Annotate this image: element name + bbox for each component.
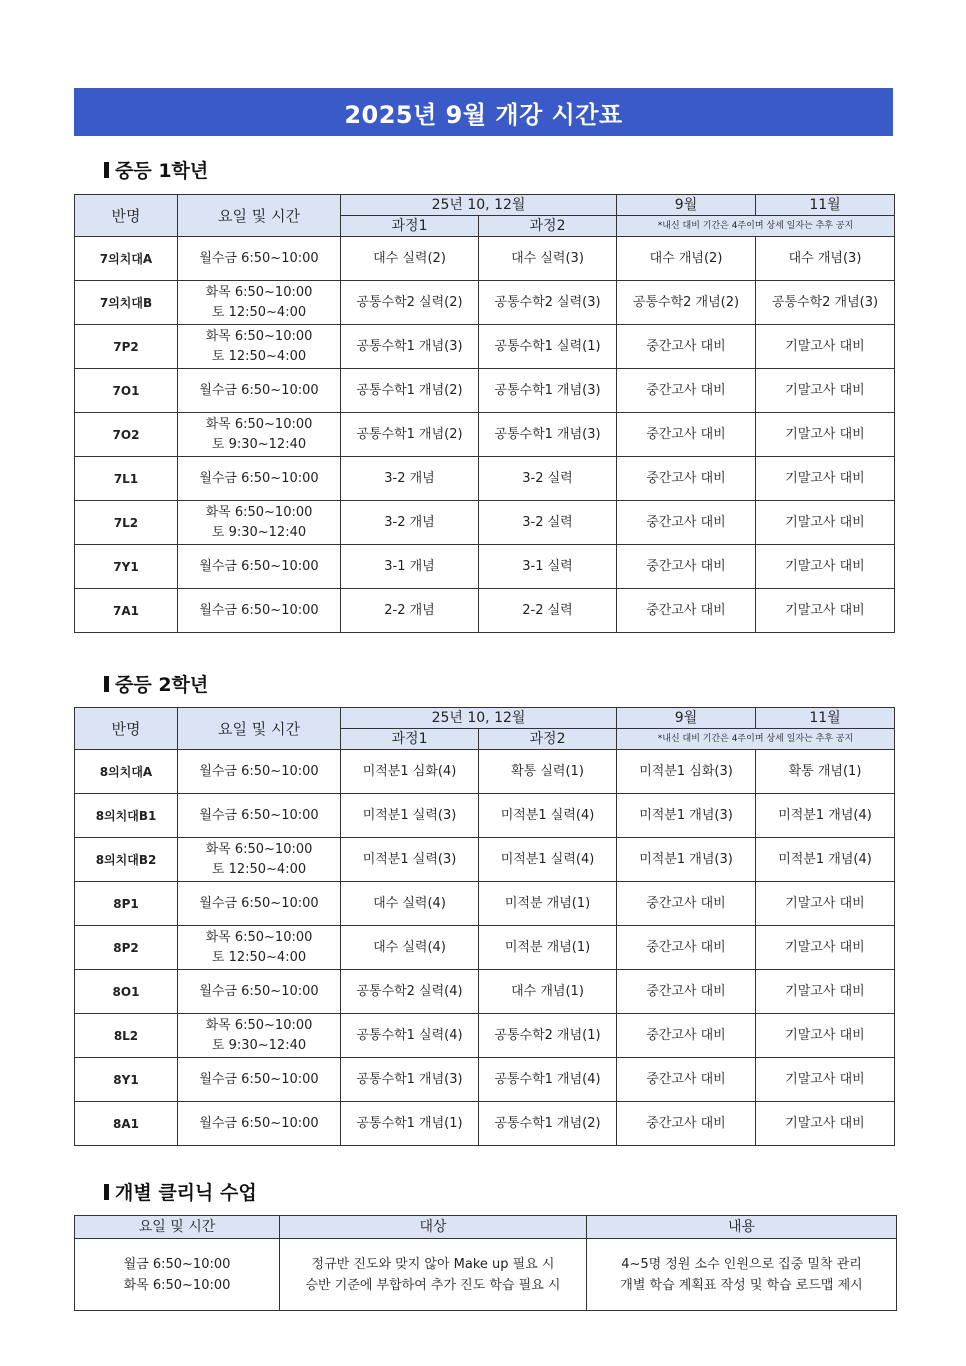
course2-cell: 대수 실력(3) [479, 237, 617, 281]
time-cell [178, 281, 341, 325]
page-title: 2025년 9월 개강 시간표 [74, 88, 893, 136]
class-name-cell: 7O2 [75, 413, 178, 457]
header-note: *내신 대비 기간은 4주이며 상세 일자는 추후 공지 [617, 216, 895, 237]
course2-cell: 미적분 개념(1) [479, 926, 617, 970]
sep-cell: 중간고사 대비 [617, 1102, 756, 1146]
section-heading-label: 중등 1학년 [115, 160, 209, 182]
time-line: 화목 6:50~10:00 [205, 929, 313, 945]
clinic-content-line: 4~5명 정원 소수 인원으로 집중 밀착 관리 [621, 1256, 862, 1272]
time-line: 월수금 6:50~10:00 [199, 1071, 319, 1087]
table-row [75, 750, 895, 794]
course2-cell: 3-2 실력 [479, 457, 617, 501]
time-cell [178, 369, 341, 413]
clinic-time-line: 월금 6:50~10:00 [123, 1256, 231, 1272]
time-line: 토 9:30~12:40 [211, 1037, 307, 1053]
header-course1: 과정1 [341, 216, 479, 237]
nov-cell: 기말고사 대비 [756, 413, 895, 457]
clinic-content-line: 개별 학습 계획표 작성 및 학습 로드맵 제시 [620, 1277, 863, 1293]
table-row [75, 369, 895, 413]
time-cell [178, 457, 341, 501]
sep-cell: 중간고사 대비 [617, 1014, 756, 1058]
table-row [75, 413, 895, 457]
time-cell [178, 794, 341, 838]
sep-cell: 중간고사 대비 [617, 457, 756, 501]
time-cell [178, 970, 341, 1014]
sep-cell: 공통수학2 개념(2) [617, 281, 756, 325]
course1-cell: 공통수학2 실력(2) [341, 281, 479, 325]
nov-cell: 기말고사 대비 [756, 501, 895, 545]
clinic-target-line: 정규반 진도와 맞지 않아 Make up 필요 시 [311, 1256, 555, 1272]
course1-cell: 미적분1 실력(3) [341, 794, 479, 838]
header-class: 반명 [75, 195, 178, 237]
sep-cell: 미적분1 개념(3) [617, 838, 756, 882]
nov-cell: 기말고사 대비 [756, 1058, 895, 1102]
time-line: 토 12:50~4:00 [211, 861, 307, 877]
time-cell [178, 237, 341, 281]
time-cell [178, 838, 341, 882]
time-line: 월수금 6:50~10:00 [199, 763, 319, 779]
header-nov: 11월 [756, 195, 895, 216]
time-line: 토 9:30~12:40 [211, 524, 307, 540]
time-line: 월수금 6:50~10:00 [199, 558, 319, 574]
header-note: *내신 대비 기간은 4주이며 상세 일자는 추후 공지 [617, 729, 895, 750]
time-cell [178, 1058, 341, 1102]
time-line: 화목 6:50~10:00 [205, 1017, 313, 1033]
sep-cell: 미적분1 개념(3) [617, 794, 756, 838]
course1-cell: 2-2 개념 [341, 589, 479, 633]
section-heading-grade1 [104, 156, 208, 183]
time-cell [178, 750, 341, 794]
header-course2: 과정2 [479, 729, 617, 750]
table-row [75, 926, 895, 970]
header-oct-dec: 25년 10, 12월 [341, 195, 617, 216]
class-name-cell: 8Y1 [75, 1058, 178, 1102]
header-oct-dec: 25년 10, 12월 [341, 708, 617, 729]
sep-cell: 미적분1 심화(3) [617, 750, 756, 794]
sep-cell: 대수 개념(2) [617, 237, 756, 281]
section-heading-clinic [104, 1178, 257, 1205]
table-row [75, 501, 895, 545]
class-name-cell: 8의치대A [75, 750, 178, 794]
course2-cell: 공통수학1 개념(3) [479, 369, 617, 413]
class-name-cell: 7의치대B [75, 281, 178, 325]
section-marker-icon [104, 676, 109, 692]
time-line: 월수금 6:50~10:00 [199, 250, 319, 266]
course1-cell: 공통수학1 개념(2) [341, 369, 479, 413]
header-nov: 11월 [756, 708, 895, 729]
course2-cell: 공통수학2 실력(3) [479, 281, 617, 325]
section-marker-icon [104, 162, 109, 178]
class-name-cell: 8P1 [75, 882, 178, 926]
clinic-header-target: 대상 [280, 1216, 587, 1239]
nov-cell: 기말고사 대비 [756, 1014, 895, 1058]
class-name-cell: 8P2 [75, 926, 178, 970]
table-row [75, 281, 895, 325]
time-cell [178, 413, 341, 457]
clinic-target-cell [280, 1239, 587, 1311]
nov-cell: 대수 개념(3) [756, 237, 895, 281]
course2-cell: 2-2 실력 [479, 589, 617, 633]
time-line: 화목 6:50~10:00 [205, 416, 313, 432]
table-row [75, 589, 895, 633]
course2-cell: 3-1 실력 [479, 545, 617, 589]
time-line: 토 9:30~12:40 [211, 436, 307, 452]
course1-cell: 대수 실력(4) [341, 882, 479, 926]
sep-cell: 중간고사 대비 [617, 413, 756, 457]
nov-cell: 미적분1 개념(4) [756, 838, 895, 882]
table-row [75, 970, 895, 1014]
time-line: 토 12:50~4:00 [211, 304, 307, 320]
time-cell [178, 589, 341, 633]
table-row [75, 237, 895, 281]
clinic-table [74, 1215, 897, 1311]
course2-cell: 공통수학2 개념(1) [479, 1014, 617, 1058]
table-row [75, 882, 895, 926]
time-line: 월수금 6:50~10:00 [199, 983, 319, 999]
header-sep: 9월 [617, 195, 756, 216]
table-row [75, 794, 895, 838]
clinic-content-cell [587, 1239, 897, 1311]
course2-cell: 미적분 개념(1) [479, 882, 617, 926]
course1-cell: 공통수학1 개념(2) [341, 413, 479, 457]
nov-cell: 기말고사 대비 [756, 369, 895, 413]
course1-cell: 공통수학1 실력(4) [341, 1014, 479, 1058]
course2-cell: 미적분1 실력(4) [479, 838, 617, 882]
class-name-cell: 7O1 [75, 369, 178, 413]
class-name-cell: 8의치대B2 [75, 838, 178, 882]
course1-cell: 3-1 개념 [341, 545, 479, 589]
sep-cell: 중간고사 대비 [617, 501, 756, 545]
course1-cell: 3-2 개념 [341, 501, 479, 545]
grade2-schedule-table [74, 707, 895, 1146]
time-cell [178, 1102, 341, 1146]
clinic-time-cell [75, 1239, 280, 1311]
table-row [75, 325, 895, 369]
course2-cell: 공통수학1 개념(3) [479, 413, 617, 457]
clinic-time-line: 화목 6:50~10:00 [123, 1277, 231, 1293]
sep-cell: 중간고사 대비 [617, 882, 756, 926]
time-line: 화목 6:50~10:00 [205, 284, 313, 300]
class-name-cell: 7L2 [75, 501, 178, 545]
section-heading-label: 개별 클리닉 수업 [115, 1182, 257, 1204]
time-cell [178, 545, 341, 589]
sep-cell: 중간고사 대비 [617, 589, 756, 633]
header-course2: 과정2 [479, 216, 617, 237]
nov-cell: 기말고사 대비 [756, 926, 895, 970]
header-class: 반명 [75, 708, 178, 750]
time-line: 토 12:50~4:00 [211, 949, 307, 965]
nov-cell: 기말고사 대비 [756, 457, 895, 501]
header-time: 요일 및 시간 [178, 195, 341, 237]
table-row [75, 545, 895, 589]
time-line: 월수금 6:50~10:00 [199, 602, 319, 618]
class-name-cell: 7Y1 [75, 545, 178, 589]
sep-cell: 중간고사 대비 [617, 325, 756, 369]
sep-cell: 중간고사 대비 [617, 926, 756, 970]
section-marker-icon [104, 1184, 109, 1200]
sep-cell: 중간고사 대비 [617, 369, 756, 413]
table-row [75, 1014, 895, 1058]
nov-cell: 기말고사 대비 [756, 589, 895, 633]
clinic-target-line: 승반 기준에 부합하여 추가 진도 학습 필요 시 [305, 1277, 561, 1293]
header-time: 요일 및 시간 [178, 708, 341, 750]
time-cell [178, 926, 341, 970]
section-heading-grade2 [104, 670, 208, 697]
time-line: 화목 6:50~10:00 [205, 504, 313, 520]
time-cell [178, 325, 341, 369]
time-line: 토 12:50~4:00 [211, 348, 307, 364]
class-name-cell: 8의치대B1 [75, 794, 178, 838]
nov-cell: 미적분1 개념(4) [756, 794, 895, 838]
clinic-header-content: 내용 [587, 1216, 897, 1239]
clinic-header-time: 요일 및 시간 [75, 1216, 280, 1239]
time-line: 화목 6:50~10:00 [205, 841, 313, 857]
course2-cell: 공통수학1 개념(4) [479, 1058, 617, 1102]
class-name-cell: 7A1 [75, 589, 178, 633]
course1-cell: 3-2 개념 [341, 457, 479, 501]
time-line: 화목 6:50~10:00 [205, 328, 313, 344]
time-line: 월수금 6:50~10:00 [199, 895, 319, 911]
time-cell [178, 501, 341, 545]
time-line: 월수금 6:50~10:00 [199, 470, 319, 486]
table-row [75, 838, 895, 882]
time-line: 월수금 6:50~10:00 [199, 382, 319, 398]
table-row [75, 457, 895, 501]
class-name-cell: 8A1 [75, 1102, 178, 1146]
table-row [75, 1102, 895, 1146]
course1-cell: 공통수학1 개념(3) [341, 1058, 479, 1102]
time-line: 월수금 6:50~10:00 [199, 807, 319, 823]
nov-cell: 기말고사 대비 [756, 545, 895, 589]
course1-cell: 공통수학1 개념(3) [341, 325, 479, 369]
course2-cell: 공통수학1 실력(1) [479, 325, 617, 369]
time-cell [178, 1014, 341, 1058]
sep-cell: 중간고사 대비 [617, 545, 756, 589]
class-name-cell: 7P2 [75, 325, 178, 369]
nov-cell: 확통 개념(1) [756, 750, 895, 794]
course1-cell: 대수 실력(4) [341, 926, 479, 970]
course2-cell: 미적분1 실력(4) [479, 794, 617, 838]
time-cell [178, 882, 341, 926]
course2-cell: 공통수학1 개념(2) [479, 1102, 617, 1146]
nov-cell: 기말고사 대비 [756, 1102, 895, 1146]
class-name-cell: 7의치대A [75, 237, 178, 281]
time-line: 월수금 6:50~10:00 [199, 1115, 319, 1131]
class-name-cell: 8L2 [75, 1014, 178, 1058]
course1-cell: 공통수학2 실력(4) [341, 970, 479, 1014]
section-heading-label: 중등 2학년 [115, 674, 209, 696]
header-course1: 과정1 [341, 729, 479, 750]
table-row [75, 1058, 895, 1102]
header-sep: 9월 [617, 708, 756, 729]
nov-cell: 공통수학2 개념(3) [756, 281, 895, 325]
grade1-schedule-table [74, 194, 895, 633]
course2-cell: 대수 개념(1) [479, 970, 617, 1014]
class-name-cell: 7L1 [75, 457, 178, 501]
sep-cell: 중간고사 대비 [617, 970, 756, 1014]
nov-cell: 기말고사 대비 [756, 882, 895, 926]
course2-cell: 3-2 실력 [479, 501, 617, 545]
course1-cell: 대수 실력(2) [341, 237, 479, 281]
class-name-cell: 8O1 [75, 970, 178, 1014]
course1-cell: 미적분1 실력(3) [341, 838, 479, 882]
nov-cell: 기말고사 대비 [756, 970, 895, 1014]
course1-cell: 미적분1 심화(4) [341, 750, 479, 794]
course2-cell: 확통 실력(1) [479, 750, 617, 794]
nov-cell: 기말고사 대비 [756, 325, 895, 369]
sep-cell: 중간고사 대비 [617, 1058, 756, 1102]
course1-cell: 공통수학1 개념(1) [341, 1102, 479, 1146]
